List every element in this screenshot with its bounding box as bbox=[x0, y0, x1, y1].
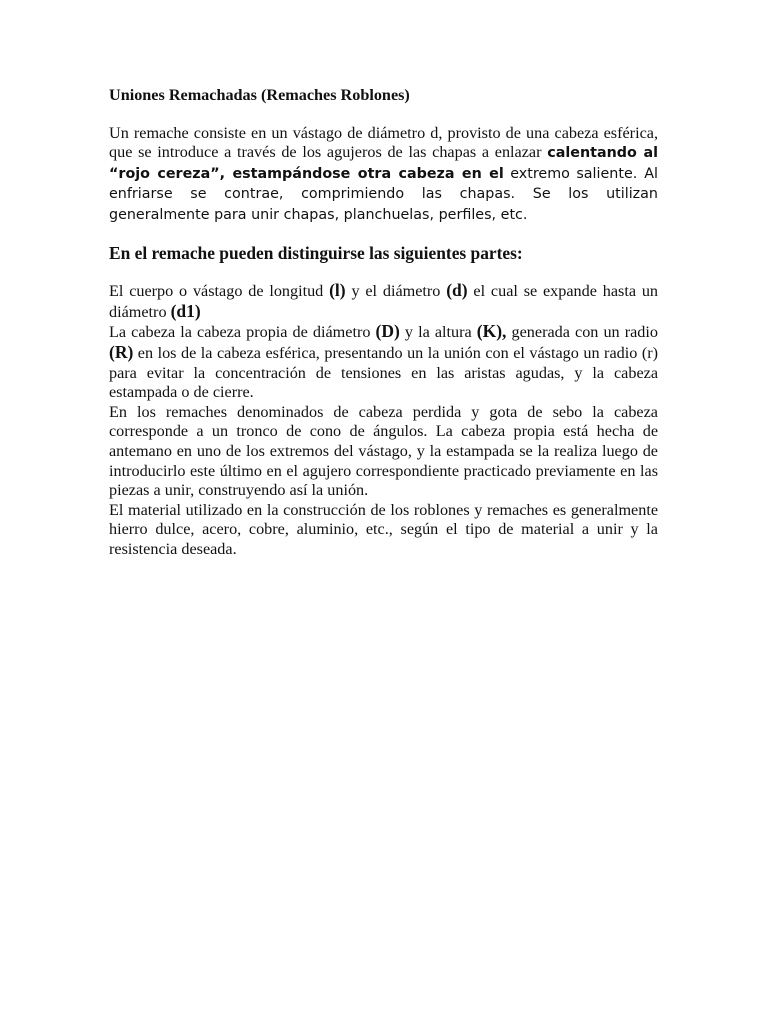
document-title: Uniones Remachadas (Remaches Roblones) bbox=[109, 86, 410, 104]
symbol-R: (R) bbox=[109, 341, 134, 362]
document-page bbox=[109, 86, 658, 559]
intro-paragraph bbox=[109, 124, 658, 226]
symbol-D: (D) bbox=[375, 321, 400, 342]
intro-text-3: extremo bbox=[510, 165, 570, 182]
intro-text-bold: calentando al “rojo cereza”, estampándose otra cabeza en el bbox=[109, 145, 659, 182]
symbol-d1: (d1) bbox=[170, 300, 201, 321]
parts-paragraph-2 bbox=[109, 322, 658, 402]
intro-text-4: saliente. Al enfriarse se contrae, comprimiendo las chapas. Se los utilizan generalmente para unir chapas, planchuelas, perfiles, etc. bbox=[109, 165, 658, 223]
parts-paragraph-4: El material utilizado en la construcción de los roblones y remaches es generalmente hierro dulce, acero, cobre, aluminio, etc., según el tipo de material a unir y la resistencia deseada. bbox=[109, 500, 658, 558]
symbol-K: (K), bbox=[476, 321, 507, 342]
parts-paragraph-3: En los remaches denominados de cabeza perdida y gota de sebo la cabeza corresponde a un tronco de cono de ángulos. La cabeza propia está hecha de antemano en uno de los extremos del vástago, y la estampada se la realiza luego de introducirlo este último en el agujero correspondiente practicado previamente en las piezas a unir, construyendo así la unión. bbox=[109, 402, 658, 500]
intro-text-1: Un remache consiste en un vástago de diámetro d, provisto de una cabeza esférica, que se introduce a través de los agujeros de las chapas a enlazar bbox=[109, 123, 658, 162]
symbol-l: (l) bbox=[329, 280, 346, 301]
p2-text-d: en los de la cabeza esférica, presentando un la unión con el vástago un radio (r) para evitar la concentración de tensiones en las aristas agudas, y la cabeza estampada o de cierre. bbox=[109, 343, 658, 402]
section-subtitle: En el remache pueden distinguirse las siguientes partes: bbox=[109, 242, 523, 263]
symbol-d: (d) bbox=[446, 280, 468, 301]
p1-text-a: El cuerpo o vástago de longitud bbox=[109, 282, 330, 301]
p2-text-b: y la altura bbox=[399, 323, 477, 342]
parts-paragraph-1 bbox=[109, 281, 658, 322]
p1-text-c: el cual se expande hasta un diámetro bbox=[109, 282, 659, 321]
p2-text-a: La cabeza la cabeza propia de diámetro bbox=[109, 323, 376, 342]
p1-text-b: y el diámetro bbox=[345, 282, 447, 301]
p2-text-c: generada con un radio bbox=[506, 323, 658, 342]
